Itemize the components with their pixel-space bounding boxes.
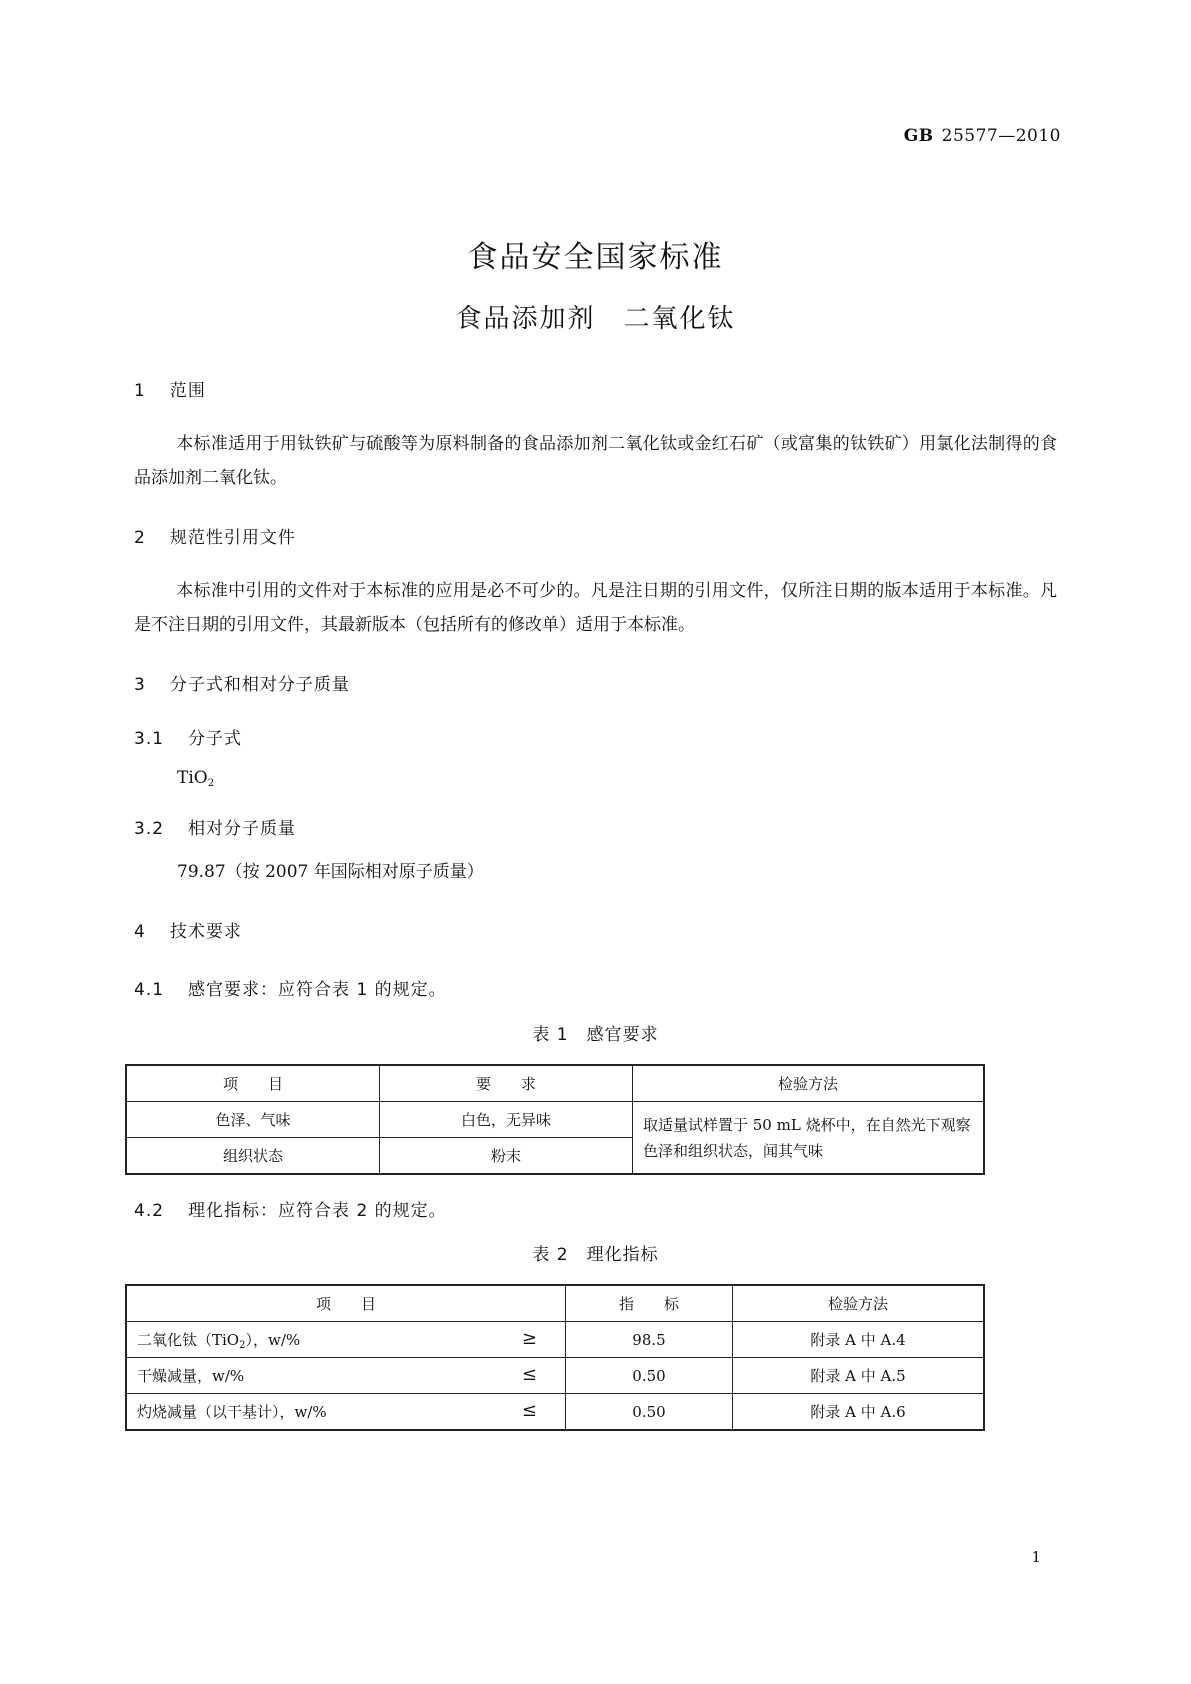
document-title: 食品安全国家标准: [467, 240, 724, 275]
table-cell: 98.5: [566, 1322, 733, 1358]
section-title: 感官要求：应符合表 1 的规定。: [188, 980, 447, 1000]
section-number: 1: [134, 381, 146, 401]
section-title: 分子式: [188, 729, 243, 749]
standard-number: [904, 126, 1061, 146]
comparison-symbol: ≤: [521, 1364, 537, 1385]
molecular-mass: 79.87（按 2007 年国际相对原子质量）: [177, 862, 484, 882]
section-number: 3: [134, 675, 146, 695]
table-cell: 附录 A 中 A.6: [733, 1394, 985, 1431]
item-label: 二氧化钛（TiO: [137, 1330, 240, 1349]
table-cell: 粉末: [380, 1138, 633, 1175]
formula-subscript: 2: [207, 778, 215, 789]
section-3-1-heading: [134, 724, 242, 749]
section-3-2-heading: [134, 814, 296, 839]
item-label: 干燥减量，w/%: [137, 1367, 245, 1385]
section-title: 范围: [169, 381, 206, 401]
table-cell: 附录 A 中 A.5: [733, 1358, 985, 1394]
table-cell: [126, 1358, 566, 1394]
paragraph-text: 本标准中引用的文件对于本标准的应用是必不可少的。凡是注日期的引用文件，仅所注日期的版本适用于本标准。凡是不注日期的引用文件，其最新版本（包括所有的修改单）适用于本标准。: [134, 581, 1057, 635]
comparison-symbol: ≤: [521, 1400, 537, 1421]
item-label-suffix: ），w/%: [245, 1330, 301, 1349]
paragraph-text: 本标准适用于用钛铁矿与硫酸等为原料制备的食品添加剂二氧化钛或金红石矿（或富集的钛铁矿）用氯化法制得的食品添加剂二氧化钛。: [134, 434, 1057, 488]
table-row: [126, 1358, 984, 1394]
section-title: 分子式和相对分子质量: [169, 675, 350, 695]
table-row: [126, 1102, 984, 1138]
section-title: 技术要求: [169, 922, 242, 942]
section-4-2-heading: [134, 1196, 447, 1221]
table-cell: 色泽、气味: [126, 1102, 380, 1138]
test-method-cell: 取适量试样置于 50 mL 烧杯中，在自然光下观察色泽和组织状态，闻其气味: [633, 1102, 985, 1175]
page-number: 1: [1031, 1548, 1041, 1566]
item-subscript: 2: [239, 1339, 246, 1351]
sensory-requirements-table: [125, 1064, 985, 1175]
section-1-heading: [134, 376, 206, 401]
section-3-heading: [134, 670, 350, 695]
formula-base: TiO: [177, 768, 208, 788]
comparison-symbol: ≥: [521, 1328, 537, 1349]
table-cell: [126, 1394, 566, 1431]
physicochemical-indicators-table: [125, 1284, 985, 1431]
table-row: [126, 1322, 984, 1358]
section-number: 3.2: [134, 819, 165, 839]
molecular-formula: [177, 768, 214, 789]
table-2-caption: 表 2 理化指标: [532, 1245, 659, 1265]
section-title: 规范性引用文件: [169, 528, 296, 548]
item-label: 灼烧减量（以干基计），w/%: [137, 1403, 327, 1421]
column-header: 指 标: [566, 1285, 733, 1322]
section-number: 4.2: [134, 1201, 165, 1221]
section-title: 相对分子质量: [188, 819, 297, 839]
table-cell: 白色，无异味: [380, 1102, 633, 1138]
section-title: 理化指标：应符合表 2 的规定。: [188, 1201, 447, 1221]
table-header-row: [126, 1285, 984, 1322]
table-row: [126, 1394, 984, 1431]
column-header: 要 求: [380, 1065, 633, 1102]
table-cell: 组织状态: [126, 1138, 380, 1175]
table-cell: [126, 1322, 566, 1358]
column-header: 项 目: [126, 1065, 380, 1102]
section-1-paragraph: [134, 427, 1057, 495]
table-cell: 0.50: [566, 1358, 733, 1394]
document-subtitle: 食品添加剂 二氧化钛: [455, 304, 736, 334]
section-4-1-heading: [134, 975, 447, 1000]
section-2-paragraph: [134, 574, 1057, 642]
column-header: 项 目: [126, 1285, 566, 1322]
table-1-caption: 表 1 感官要求: [532, 1025, 659, 1045]
column-header: 检验方法: [733, 1285, 985, 1322]
standard-code: 25577—2010: [941, 126, 1061, 146]
section-number: 4: [134, 922, 146, 942]
section-4-heading: [134, 917, 242, 942]
section-number: 3.1: [134, 729, 165, 749]
column-header: 检验方法: [633, 1065, 985, 1102]
table-cell: 0.50: [566, 1394, 733, 1431]
section-2-heading: [134, 523, 296, 548]
table-header-row: [126, 1065, 984, 1102]
section-number: 2: [134, 528, 146, 548]
standard-prefix: GB: [903, 126, 934, 146]
section-number: 4.1: [134, 980, 165, 1000]
table-cell: 附录 A 中 A.4: [733, 1322, 985, 1358]
